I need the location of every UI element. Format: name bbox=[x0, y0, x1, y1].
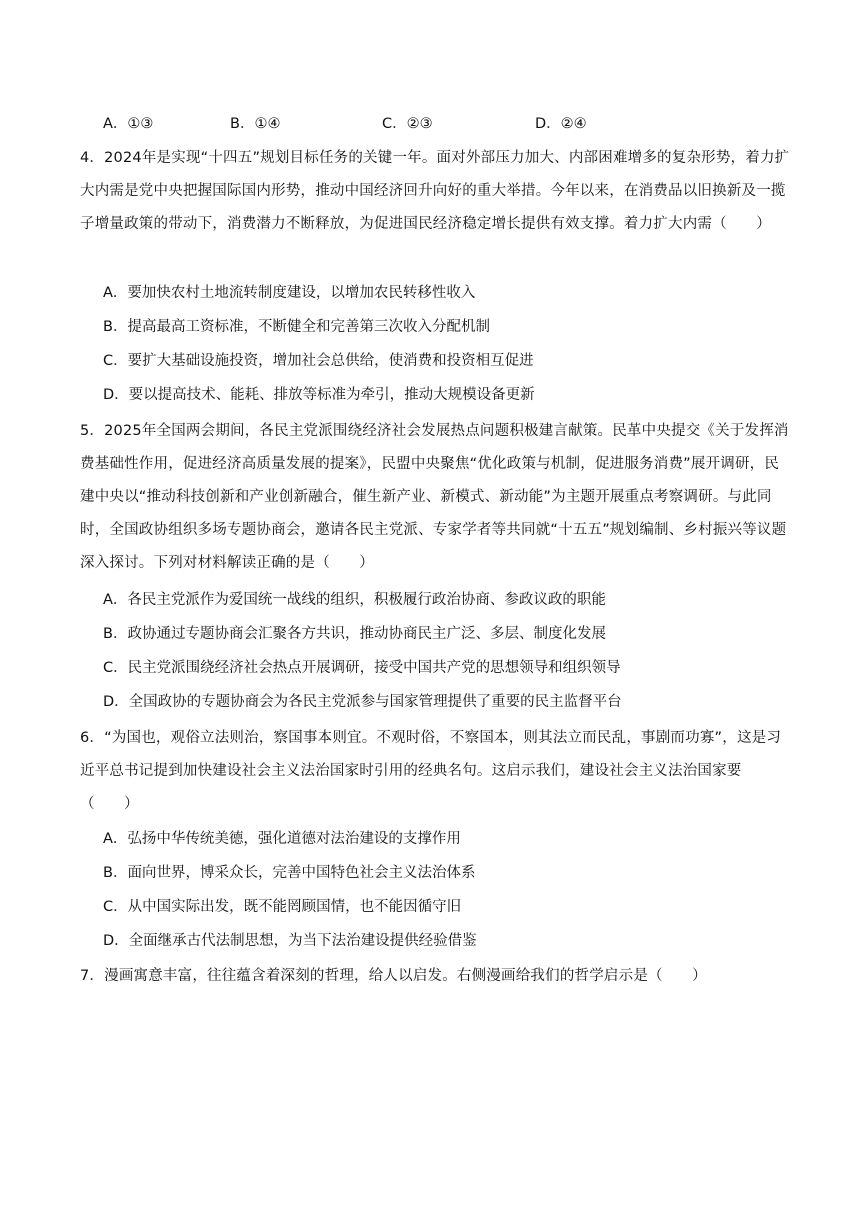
q5-option-b[interactable]: B．政协通过专题协商会汇聚各方共识，推动协商民主广泛、多层、制度化发展 bbox=[103, 626, 606, 642]
q3-option-d[interactable]: D．②④ bbox=[535, 116, 587, 132]
q6-option-a[interactable]: A．弘扬中华传统美德，强化道德对法治建设的支撑作用 bbox=[103, 831, 461, 847]
q4-option-d[interactable]: D．要以提高技术、能耗、排放等标准为牵引，推动大规模设备更新 bbox=[103, 387, 535, 403]
q3-option-a[interactable]: A．①③ bbox=[103, 116, 154, 132]
question-4-stem: 4．2024年是实现“十四五”规划目标任务的关键一年。面对外部压力加大、内部困难增多的复杂形势，着力扩大内需是党中央把握国际国内形势，推动中国经济回升向好的重大举措。今年以来，在消费品以旧换新及一揽子增量政策的带动下，消费潜力不断释放，为促进国民经济稳定增长提供有效支撑。着力扩大内需（ ） bbox=[80, 150, 790, 232]
question-6-stem: 6．“为国也，观俗立法则治，察国事本则宜。不观时俗，不察国本，则其法立而民乱，事剧而功寡”，这是习近平总书记提到加快建设社会主义法治国家时引用的经典名句。这启示我们，建设社会主义法治国家要（ ） bbox=[80, 730, 782, 812]
question-7 bbox=[80, 960, 790, 993]
q5-option-c[interactable]: C．民主党派围绕经济社会热点开展调研，接受中国共产党的思想领导和组织领导 bbox=[103, 660, 621, 676]
q6-option-c[interactable]: C．从中国实际出发，既不能罔顾国情，也不能因循守旧 bbox=[103, 899, 462, 915]
q6-option-d[interactable]: D．全面继承古代法制思想，为当下法治建设提供经验借鉴 bbox=[103, 933, 477, 949]
q4-option-b[interactable]: B．提高最高工资标准，不断健全和完善第三次收入分配机制 bbox=[103, 319, 490, 335]
question-6 bbox=[80, 722, 790, 821]
question-5 bbox=[80, 415, 790, 580]
q3-options-row bbox=[103, 112, 803, 136]
q5-option-a[interactable]: A．各民主党派作为爱国统一战线的组织，积极履行政治协商、参政议政的职能 bbox=[103, 592, 606, 608]
q4-option-a[interactable]: A．要加快农村土地流转制度建设，以增加农民转移性收入 bbox=[103, 285, 476, 301]
q6-option-b[interactable]: B．面向世界，博采众长，完善中国特色社会主义法治体系 bbox=[103, 865, 476, 881]
q3-option-b[interactable]: B．①④ bbox=[230, 116, 281, 132]
q5-option-d[interactable]: D．全国政协的专题协商会为各民主党派参与国家管理提供了重要的民主监督平台 bbox=[103, 694, 622, 710]
q3-option-c[interactable]: C．②③ bbox=[382, 116, 433, 132]
question-5-stem: 5．2025年全国两会期间，各民主党派围绕经济社会发展热点问题积极建言献策。民革中央提交《关于发挥消费基础性作用，促进经济高质量发展的提案》，民盟中央聚焦“优化政策与机制，促进服务消费”展开调研，民建中央以“推动科技创新和产业创新融合，催生新产业、新模式、新动能”为主题开展重点考察调研。与此同时，全国政协组织多场专题协商会，邀请各民主党派、专家学者等共同就“十五五”规划编制、乡村振兴等议题深入探讨。下列对材料解读正确的是（ ） bbox=[80, 423, 789, 571]
question-4 bbox=[80, 142, 790, 241]
question-7-stem: 7．漫画寓意丰富，往往蕴含着深刻的哲理，给人以启发。右侧漫画给我们的哲学启示是（ ） bbox=[80, 968, 707, 984]
q4-option-c[interactable]: C．要扩大基础设施投资，增加社会总供给，使消费和投资相互促进 bbox=[103, 353, 534, 369]
